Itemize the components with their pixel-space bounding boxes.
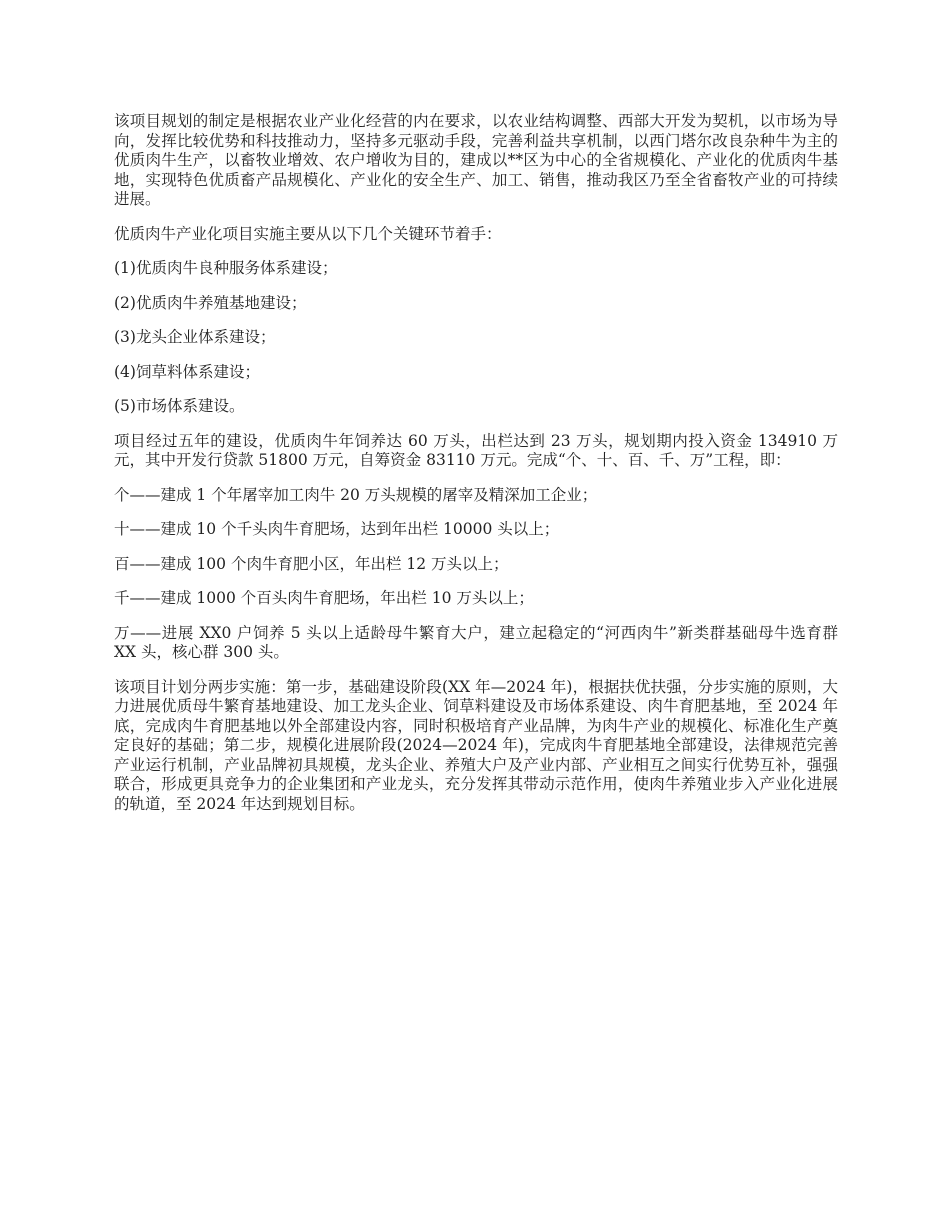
project-item-wan: 万——进展 XX0 户饲养 5 头以上适龄母牛繁育大户，建立起稳定的“河西肉牛”新类群基础母牛选育群 XX 头，核心群 300 头。 (114, 623, 838, 661)
document-body (114, 112, 838, 829)
project-item-shi: 十——建成 10 个千头肉牛育肥场，达到年出栏 10000 头以上； (114, 520, 560, 538)
list-item-3: (3)龙头企业体系建设； (114, 328, 276, 346)
paragraph-intro: 该项目规划的制定是根据农业产业化经营的内在要求，以农业结构调整、西部大开发为契机，以市场为导向，发挥比较优势和科技推动力，坚持多元驱动手段，完善利益共享机制，以西门塔尔改良杂种牛为主的优质肉牛生产，以畜牧业增效、农户增收为目的，建成以**区为中心的全省规模化、产业化的优质肉牛基地，实现特色优质畜产品规模化、产业化的安全生产、加工、销售，推动我区乃至全省畜牧产业的可持续进展。 (114, 112, 838, 208)
project-item-ge: 个——建成 1 个年屠宰加工肉牛 20 万头规模的屠宰及精深加工企业； (114, 485, 598, 504)
project-item-bai: 百——建成 100 个肉牛育肥小区，年出栏 12 万头以上； (114, 554, 509, 573)
paragraph-implementation-steps: 该项目计划分两步实施：第一步，基础建设阶段(XX 年—2024 年)，根据扶优扶强，分步实施的原则，大力进展优质母牛繁育基地建设、加工龙头企业、饲草料建设及市场体系建设、肉牛育肥基地，至 2024 年底，完成肉牛育肥基地以外全部建设内容，同时积极培育产业品牌，为肉牛产业的规模化、标准化生产奠定良好的基础；第二步，规模化进展阶段(2024—2024 年)，完成肉牛育肥基地全部建设，法律规范完善产业运行机制，产业品牌初具规模，龙头企业、养殖大户及产业内部、产业相互之间实行优势互补，强强联合，形成更具竞争力的企业集团和产业龙头，充分发挥其带动示范作用，使肉牛养殖业步入产业化进展的轨道，至 2024 年达到规划目标。 (114, 677, 838, 813)
list-item-5: (5)市场体系建设。 (114, 397, 245, 415)
list-item-2: (2)优质肉牛养殖基地建设； (114, 293, 307, 312)
project-item-qian: 千——建成 1000 个百头肉牛育肥场，年出栏 10 万头以上； (114, 589, 534, 607)
paragraph-five-year-plan: 项目经过五年的建设，优质肉牛年饲养达 60 万头，出栏达到 23 万头，规划期内投入资金 134910 万元，其中开发行贷款 51800 万元，自筹资金 83110 万元。完成“个、十、百、千、万”工程，即： (114, 431, 838, 469)
list-item-1: (1)优质肉牛良种服务体系建设； (114, 259, 338, 277)
list-item-4: (4)饲草料体系建设； (114, 362, 260, 381)
paragraph-key-links: 优质肉牛产业化项目实施主要从以下几个关键环节着手： (114, 224, 502, 243)
